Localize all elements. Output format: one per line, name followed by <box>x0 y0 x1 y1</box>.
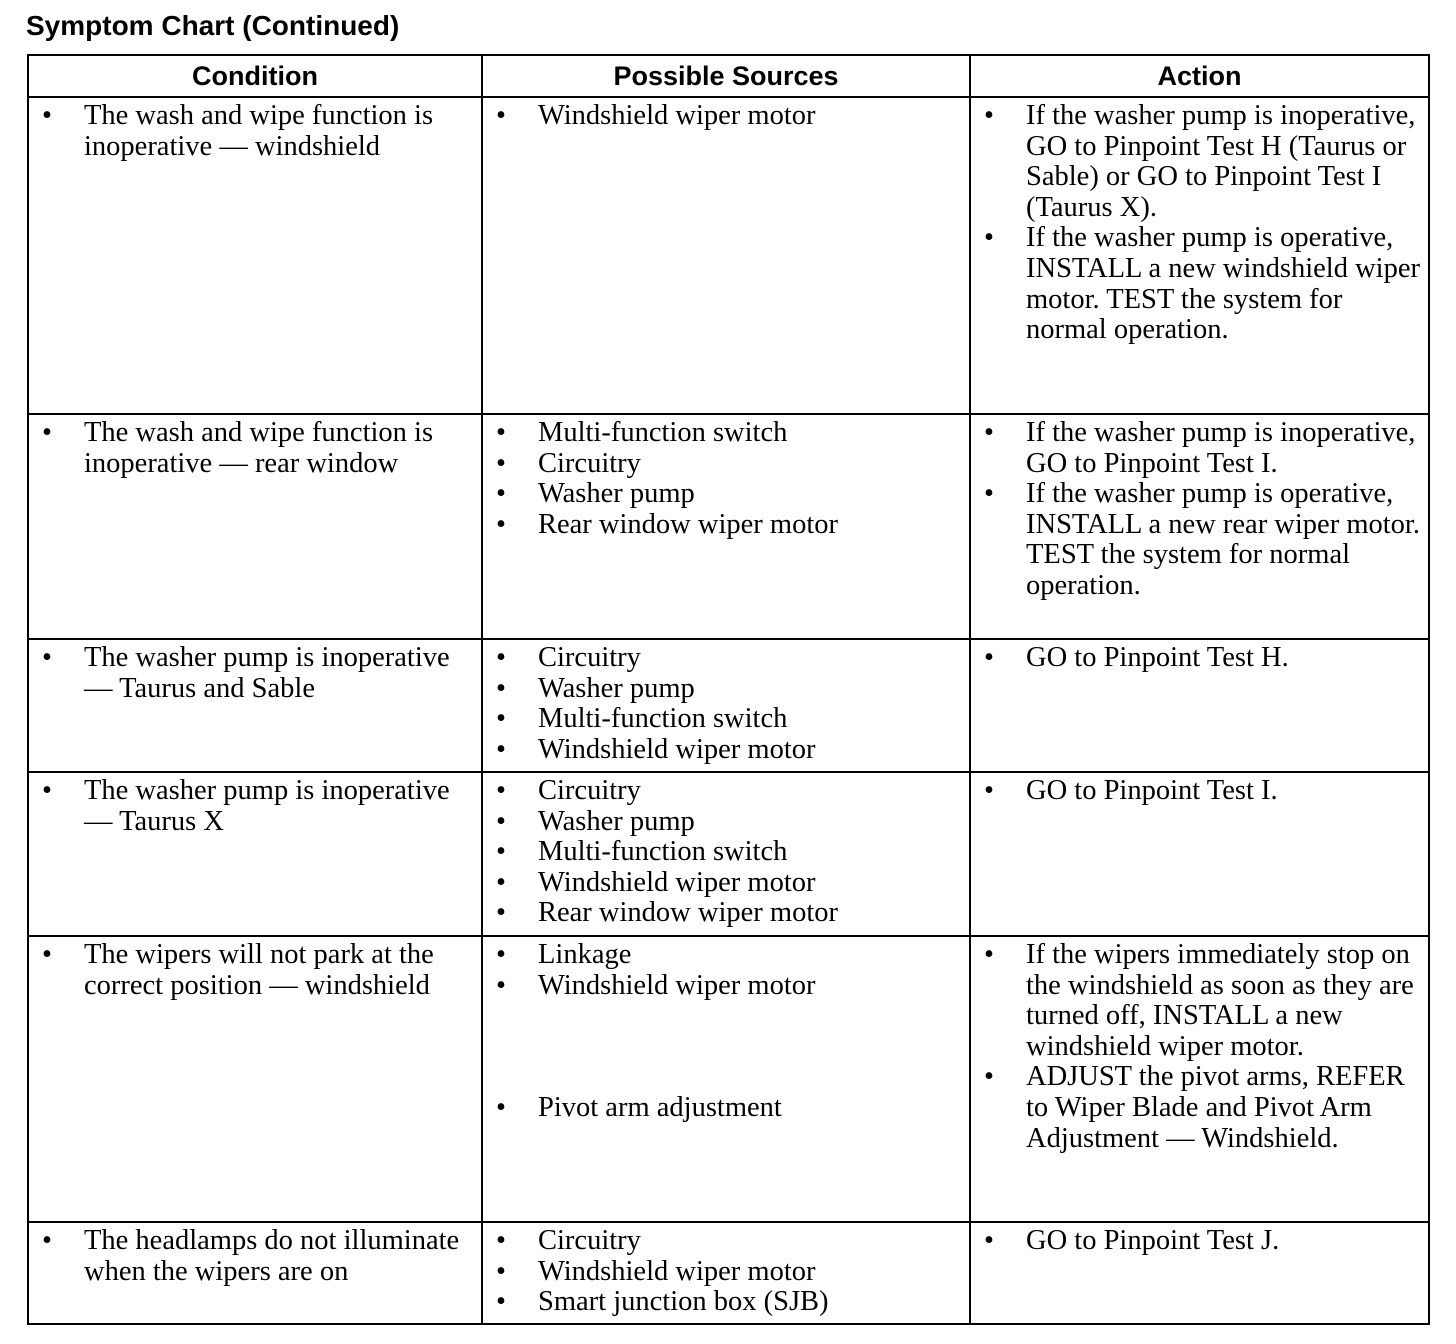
source-item: • Washer pump <box>483 479 969 510</box>
condition-cell <box>28 414 482 639</box>
action-item: • GO to Pinpoint Test J. <box>971 1226 1428 1257</box>
condition-item: • The wash and wipe function is inoperative — windshield <box>29 101 481 162</box>
header-row <box>28 55 1429 97</box>
action-cell <box>970 414 1429 639</box>
action-cell <box>970 639 1429 772</box>
source-item: • Washer pump <box>483 807 969 838</box>
sources-cell <box>482 414 970 639</box>
sources-cell <box>482 936 970 1222</box>
action-item: • ADJUST the pivot arms, REFER to Wiper Blade and Pivot Arm Adjustment — Windshield. <box>971 1062 1428 1154</box>
condition-item: • The wipers will not park at the correct position — windshield <box>29 940 481 1001</box>
action-item: • If the washer pump is operative, INSTALL a new rear wiper motor. TEST the system for normal operation. <box>971 479 1428 601</box>
source-item: • Windshield wiper motor <box>483 1257 969 1288</box>
table-row <box>28 414 1429 639</box>
condition-cell <box>28 772 482 936</box>
table-row <box>28 97 1429 414</box>
table-row <box>28 772 1429 936</box>
condition-cell <box>28 97 482 414</box>
sources-cell <box>482 772 970 936</box>
sources-cell <box>482 97 970 414</box>
source-item: • Rear window wiper motor <box>483 898 969 929</box>
source-item: • Washer pump <box>483 674 969 705</box>
condition-cell <box>28 936 482 1222</box>
condition-cell <box>28 639 482 772</box>
table-row <box>28 936 1429 1222</box>
source-item: • Pivot arm adjustment <box>483 1093 969 1124</box>
action-cell <box>970 1222 1429 1324</box>
source-item: • Windshield wiper motor <box>483 101 969 132</box>
symptom-chart-table <box>27 54 1430 1325</box>
source-item: • Linkage <box>483 940 969 971</box>
action-item: • If the wipers immediately stop on the windshield as soon as they are turned off, INSTALL a new windshield wiper motor. <box>971 940 1428 1062</box>
action-cell <box>970 97 1429 414</box>
action-item: • If the washer pump is inoperative, GO to Pinpoint Test H (Taurus or Sable) or GO to Pinpoint Test I (Taurus X). <box>971 101 1428 223</box>
page-title: Symptom Chart (Continued) <box>26 10 400 41</box>
condition-item: • The washer pump is inoperative — Taurus and Sable <box>29 643 481 704</box>
table-row <box>28 639 1429 772</box>
source-item: • Circuitry <box>483 643 969 674</box>
source-item: • Smart junction box (SJB) <box>483 1287 969 1318</box>
source-item: • Windshield wiper motor <box>483 971 969 1002</box>
table-row <box>28 1222 1429 1324</box>
source-item: • Multi-function switch <box>483 837 969 868</box>
source-item: • Circuitry <box>483 776 969 807</box>
sources-cell <box>482 639 970 772</box>
source-item: • Windshield wiper motor <box>483 735 969 766</box>
action-cell <box>970 936 1429 1222</box>
source-item: • Rear window wiper motor <box>483 510 969 541</box>
action-item: • If the washer pump is inoperative, GO to Pinpoint Test I. <box>971 418 1428 479</box>
action-item: • GO to Pinpoint Test I. <box>971 776 1428 807</box>
source-item: • Circuitry <box>483 449 969 480</box>
condition-cell <box>28 1222 482 1324</box>
header-action: Action <box>970 55 1429 97</box>
source-item: • Multi-function switch <box>483 418 969 449</box>
condition-item: • The headlamps do not illuminate when the wipers are on <box>29 1226 481 1287</box>
source-item: • Multi-function switch <box>483 704 969 735</box>
condition-item: • The wash and wipe function is inoperative — rear window <box>29 418 481 479</box>
action-item: • If the washer pump is operative, INSTALL a new windshield wiper motor. TEST the system for normal operation. <box>971 223 1428 345</box>
condition-item: • The washer pump is inoperative — Taurus X <box>29 776 481 837</box>
header-possible-sources: Possible Sources <box>482 55 970 97</box>
sources-cell <box>482 1222 970 1324</box>
source-item: • Circuitry <box>483 1226 969 1257</box>
source-item: • Windshield wiper motor <box>483 868 969 899</box>
header-condition: Condition <box>28 55 482 97</box>
action-cell <box>970 772 1429 936</box>
action-item: • GO to Pinpoint Test H. <box>971 643 1428 674</box>
